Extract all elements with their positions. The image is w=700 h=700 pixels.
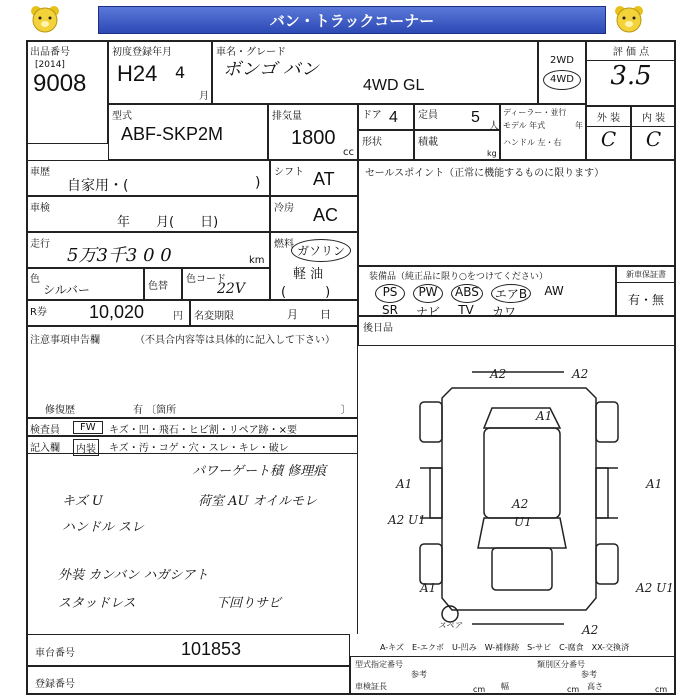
ref-label-1: 参考 xyxy=(411,670,427,679)
inspection-value: 年 月( 日) xyxy=(117,215,219,230)
capacity-box xyxy=(414,104,500,130)
lot-label: 出品番号 xyxy=(30,47,70,58)
reg-month: 4 xyxy=(175,63,186,82)
fuel-box xyxy=(270,232,358,300)
interior-grade: C xyxy=(645,127,662,151)
mark-a1-hood: A1 xyxy=(536,409,553,423)
car-damage-diagram xyxy=(360,348,676,638)
drive-box xyxy=(538,40,586,104)
hand-note-6: スタッドレス xyxy=(58,596,136,611)
lot-box xyxy=(26,40,108,144)
cc-unit: cc xyxy=(343,147,354,158)
load-label: 積載 xyxy=(418,137,438,148)
length-label: 車検証長 xyxy=(355,682,387,691)
color-change-label: 色替 xyxy=(148,281,168,292)
cc-value: 1800 xyxy=(291,127,336,149)
sales-point-label: セールスポイント（正常に機能するものに限ります） xyxy=(365,168,605,179)
length-unit: cm xyxy=(473,685,486,694)
equipment-item: カワ xyxy=(491,305,516,319)
equipment-item: TV xyxy=(458,303,474,317)
color-value: シルバー xyxy=(43,283,90,297)
shift-label: シフト xyxy=(274,167,304,178)
car-outline-icon xyxy=(360,348,676,638)
spare-label: スペア xyxy=(438,621,462,630)
score-box xyxy=(586,40,676,106)
doors-label: ドア xyxy=(362,110,382,121)
notes-hint: （不具合内容等は具体的に記入して下さい） xyxy=(135,335,335,346)
color-code-value: 22V xyxy=(217,281,245,297)
mark-a2-front-right: A2 xyxy=(572,367,589,381)
warranty-value: 有・無 xyxy=(627,293,664,307)
capacity-unit: 人 xyxy=(489,121,499,132)
year-unit: 年 xyxy=(575,121,583,130)
model-label: 型式 xyxy=(112,111,132,122)
equipment-item: エアB xyxy=(491,284,531,303)
height-label: 高さ xyxy=(587,682,603,691)
plate-label: 登録番号 xyxy=(35,679,75,690)
shape-box xyxy=(358,130,414,160)
mileage-unit: km xyxy=(249,255,265,266)
hand-note-7: 下回りサビ xyxy=(216,596,282,611)
handle-label: ハンドル 左・右 xyxy=(503,138,562,147)
entry-row xyxy=(26,436,358,454)
aircon-value: AC xyxy=(313,205,339,225)
lot-year: [2014] xyxy=(35,60,65,70)
mileage-box xyxy=(26,232,270,268)
dealer-box xyxy=(500,104,586,160)
width-label: 幅 xyxy=(501,682,509,691)
name-box xyxy=(212,40,538,104)
equipment-item: ナビ xyxy=(415,305,440,319)
score-label: 評 価 点 xyxy=(587,41,675,61)
chassis-number: 101853 xyxy=(181,639,242,659)
car-name: ボンゴ バン xyxy=(223,59,319,80)
drive-4wd: 4WD xyxy=(543,70,581,90)
mileage-value: 5万3千3 0 0 xyxy=(67,245,172,266)
fw-items: キズ・凹・飛石・ヒビ割・リペア跡・×要 xyxy=(109,425,297,436)
reg-box xyxy=(108,40,212,104)
capacity-label: 定員 xyxy=(418,110,438,121)
history-value: 自家用・( xyxy=(67,178,129,194)
reg-era: H24 xyxy=(117,61,158,86)
color-code-box xyxy=(182,268,270,300)
type-number-label: 型式指定番号 xyxy=(355,660,403,669)
height-unit: cm xyxy=(655,685,668,694)
color-change-box xyxy=(144,268,182,300)
repair-label: 修復歴 xyxy=(45,405,75,416)
repair-value: 有 〔箇所 xyxy=(133,405,177,416)
sales-point-box xyxy=(358,160,676,266)
fuel-paren: ( ) xyxy=(281,285,331,300)
fw-label: FW xyxy=(73,421,103,434)
damage-legend: A-キズ E-エクボ U-凹み W-補修跡 S-サビ C-腐食 XX-交換済 xyxy=(380,643,630,652)
aircon-box xyxy=(270,196,358,232)
inspection-box xyxy=(26,196,270,232)
exterior-grade: C xyxy=(600,127,617,151)
recycle-box xyxy=(26,300,190,326)
color-label: 色 xyxy=(30,274,40,285)
equipment-item: ABS xyxy=(451,284,483,303)
chassis-box xyxy=(26,634,350,666)
equipment-item: PW xyxy=(413,284,443,303)
repair-close: 〕 xyxy=(341,405,351,416)
mark-a2-front-left: A2 xyxy=(490,367,507,381)
hand-note-2: キズ U xyxy=(62,494,103,509)
recycle-label: R券 xyxy=(30,307,47,318)
equipment-item: AW xyxy=(544,284,564,298)
int-items: キズ・汚・コゲ・穴・スレ・キレ・破レ xyxy=(109,443,289,454)
notes-label: 注意事項申告欄 xyxy=(30,335,100,346)
mark-a1-right: A1 xyxy=(646,477,663,491)
recycle-yen: 円 xyxy=(173,311,183,322)
accessory-box xyxy=(358,316,676,346)
color-code-label: 色コード xyxy=(186,274,226,285)
load-kg: kg xyxy=(487,149,497,158)
mark-a2-rear: A2 xyxy=(582,623,599,637)
mark-a2u1-rear-right: A2 U1 xyxy=(636,581,674,595)
notes-box xyxy=(26,326,358,418)
mark-u1-roof: U1 xyxy=(514,515,532,529)
handwritten-notes xyxy=(26,454,358,634)
name-change-value: 月 日 xyxy=(287,308,331,321)
shift-box xyxy=(270,160,358,196)
int-label: 内装 xyxy=(73,439,99,456)
equipment-item: SR xyxy=(382,303,398,317)
mark-u1-side: U1 xyxy=(408,513,426,527)
doors-value: 4 xyxy=(389,109,398,126)
hand-note-3: 荷室 AU オイルモレ xyxy=(198,494,317,509)
inspection-label: 車検 xyxy=(30,203,50,214)
history-box xyxy=(26,160,270,196)
bear-mascot-right-icon xyxy=(612,4,646,34)
mark-a2-side: A2 xyxy=(388,513,405,527)
lot-number: 9008 xyxy=(33,70,87,97)
hand-note-1: パワーゲート積 修理痕 xyxy=(192,464,327,479)
fuel-value: ガソリン xyxy=(291,239,351,262)
score-value: 3.5 xyxy=(610,61,652,91)
name-change-box xyxy=(190,300,358,326)
interior-label: 内 装 xyxy=(632,107,675,127)
inspector-label: 検査員 xyxy=(30,425,60,436)
category-number-label: 類別区分番号 xyxy=(537,660,585,669)
warranty-box xyxy=(616,266,676,316)
hand-note-4: ハンドル スレ xyxy=(62,520,145,535)
recycle-fee: 10,020 xyxy=(89,302,145,322)
exterior-label: 外 装 xyxy=(587,107,630,127)
fuel-label: 燃料 xyxy=(274,239,294,250)
chassis-label: 車台番号 xyxy=(35,648,75,659)
equipment-box xyxy=(358,266,616,319)
bear-mascot-left-icon xyxy=(28,4,62,34)
mark-a1-rear-left: A1 xyxy=(420,581,437,595)
color-box xyxy=(26,268,144,300)
month-unit: 月 xyxy=(199,91,209,102)
mileage-label: 走行 xyxy=(30,239,50,250)
drive-2wd: 2WD xyxy=(550,55,574,66)
history-label: 車歴 xyxy=(30,167,50,178)
cc-label: 排気量 xyxy=(272,111,302,122)
name-label: 車名・グレード xyxy=(216,47,286,58)
mark-a2-roof: A2 xyxy=(512,497,529,511)
ref-label-2: 参考 xyxy=(581,670,597,679)
model-box xyxy=(108,104,268,160)
exterior-box xyxy=(586,106,631,160)
width-unit: cm xyxy=(567,685,580,694)
shape-label: 形状 xyxy=(362,137,382,148)
section-header: バン・トラックコーナー xyxy=(98,6,606,34)
accessory-label: 後日品 xyxy=(363,323,393,334)
history-close: ) xyxy=(255,175,261,191)
fuel-alt: 軽 油 xyxy=(293,267,324,282)
name-change-label: 名変期限 xyxy=(194,311,234,322)
inspector-row xyxy=(26,418,358,436)
bottom-info xyxy=(350,656,676,695)
mark-a1-left: A1 xyxy=(396,477,413,491)
shift-value: AT xyxy=(313,169,335,189)
hand-note-5: 外装 カンバン ハガシアト xyxy=(58,568,209,583)
plate-box xyxy=(26,666,350,695)
entry-label: 記入欄 xyxy=(30,443,60,454)
aircon-label: 冷房 xyxy=(274,203,294,214)
model-year-label: モデル 年式 xyxy=(503,121,546,130)
equipment-item: PS xyxy=(375,284,405,303)
equipment-label: 装備品（純正品に限り○をつけてください） xyxy=(369,272,548,282)
warranty-label: 新車保証書 xyxy=(617,267,675,283)
load-box xyxy=(414,130,500,160)
dealer-label: ディーラー・並行 xyxy=(503,108,567,117)
capacity-value: 5 xyxy=(471,109,480,126)
grade: 4WD GL xyxy=(363,77,425,94)
interior-box xyxy=(631,106,676,160)
doors-box xyxy=(358,104,414,130)
cc-box xyxy=(268,104,358,160)
model-value: ABF-SKP2M xyxy=(121,124,224,144)
reg-label: 初度登録年月 xyxy=(112,47,172,58)
